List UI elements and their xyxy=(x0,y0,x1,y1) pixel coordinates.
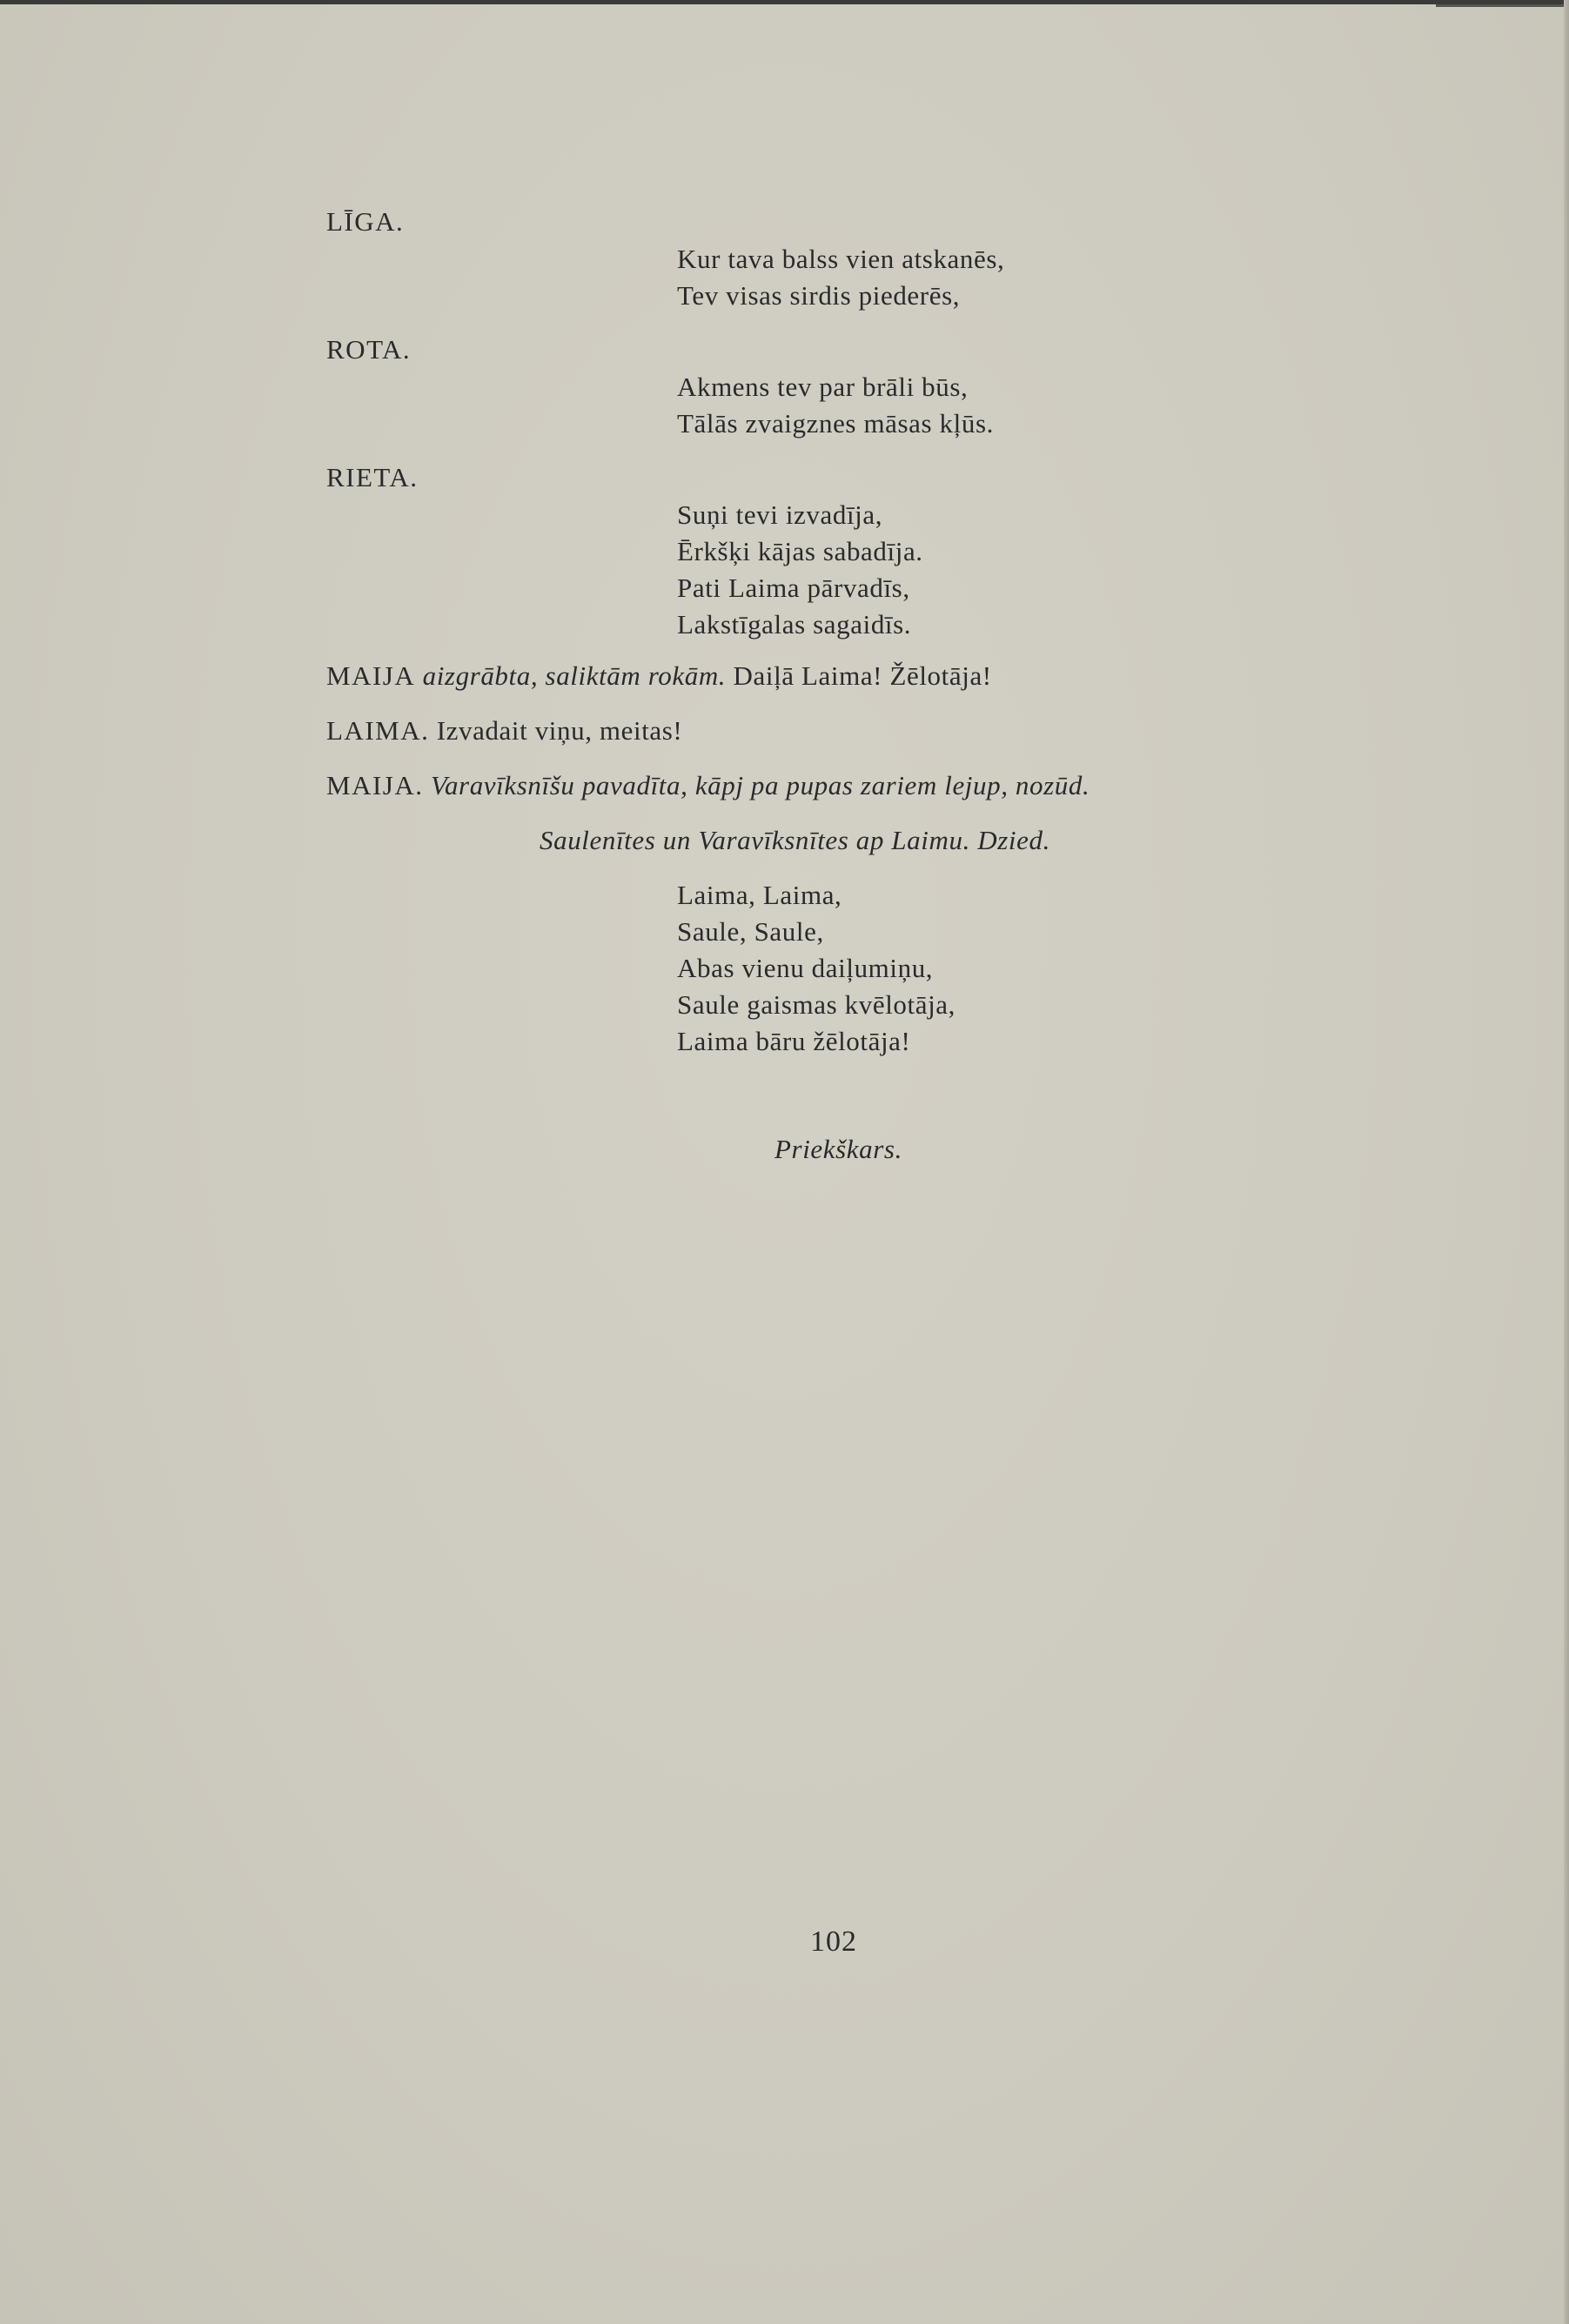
verse-line: Tev visas sirdis piederēs, xyxy=(677,280,961,311)
speaker-laima: LAIMA. xyxy=(326,715,430,746)
verse-line: Tālās zvaigznes māsas kļūs. xyxy=(677,408,994,439)
page-right-edge xyxy=(1564,0,1569,2324)
verse-line: Ērkšķi kājas sabadīja. xyxy=(677,536,923,566)
page-top-edge xyxy=(0,0,1569,4)
dialogue-maija-1 xyxy=(326,658,992,694)
spoken-line: Izvadait viņu, meitas! xyxy=(436,715,683,746)
curtain-direction: Priekškars. xyxy=(774,1134,902,1164)
verse-line: Akmens tev par brāli būs, xyxy=(677,372,969,402)
speaker-rieta: RIETA. xyxy=(326,462,419,492)
dialogue-maija-2 xyxy=(326,767,1090,804)
dialogue-laima xyxy=(326,713,682,749)
speaker-rota: ROTA. xyxy=(326,334,412,365)
page-number: 102 xyxy=(810,1926,857,1958)
speaker-liga: LĪGA. xyxy=(326,206,405,237)
verse-line: Lakstīgalas sagaidīs. xyxy=(677,609,912,640)
stage-direction: Varavīksnīšu pavadīta, kāpj pa pupas zariem lejup, nozūd. xyxy=(430,770,1090,800)
page-top-edge-shadow xyxy=(1436,4,1569,7)
verse-line: Suņi tevi izvadīja, xyxy=(677,499,883,530)
song-line: Saule gaismas kvēlotāja, xyxy=(677,989,956,1020)
verse-line: Kur tava balss vien atskanēs, xyxy=(677,244,1005,274)
speaker-maija: MAIJA xyxy=(326,660,416,691)
song-line: Laima, Laima, xyxy=(677,880,842,910)
song-line: Saule, Saule, xyxy=(677,916,824,947)
spoken-line: Daiļā Laima! Žēlotāja! xyxy=(733,660,992,691)
speaker-maija: MAIJA. xyxy=(326,770,424,800)
stage-direction-centered: Saulenītes un Varavīksnītes ap Laimu. Dzied. xyxy=(540,825,1050,855)
verse-line: Pati Laima pārvadīs, xyxy=(677,573,910,603)
song-line: Laima bāru žēlotāja! xyxy=(677,1026,911,1056)
stage-direction: aizgrābta, saliktām rokām. xyxy=(422,660,727,691)
song-line: Abas vienu daiļumiņu, xyxy=(677,953,934,983)
